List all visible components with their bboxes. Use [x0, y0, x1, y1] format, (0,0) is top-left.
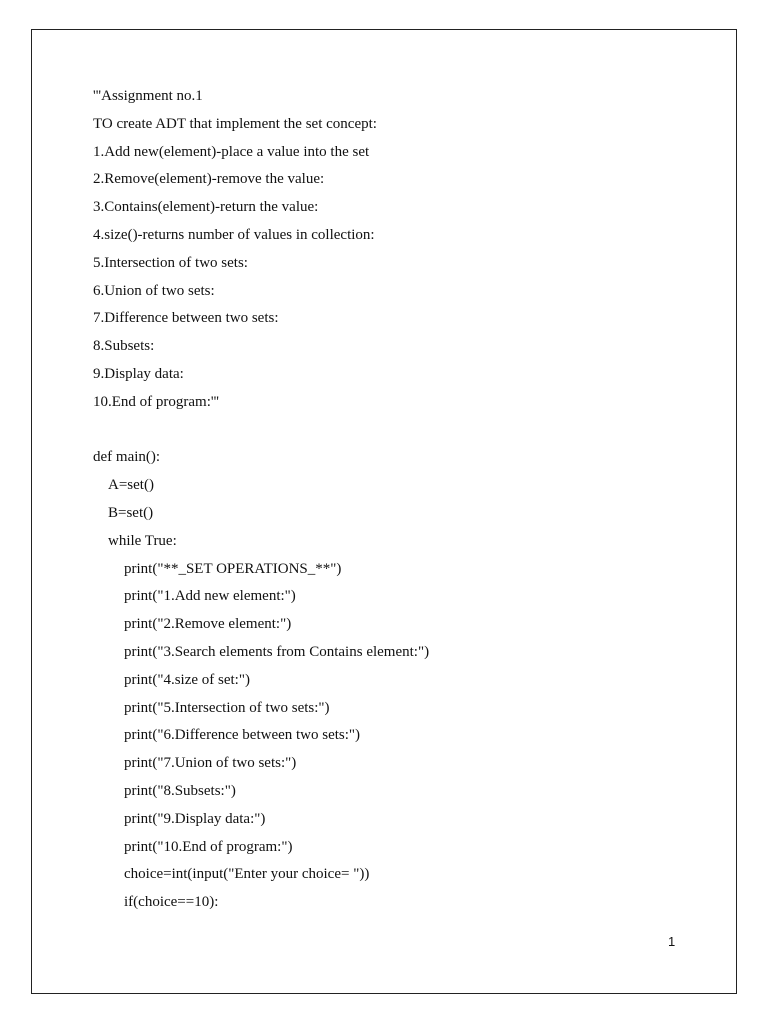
code-line-print-display: print("9.Display data:") — [124, 810, 266, 827]
code-line-print-subsets: print("8.Subsets:") — [124, 782, 236, 799]
code-line-def-main: def main(): — [93, 449, 161, 466]
docstring-item-remove: 2.Remove(element)-remove the value: — [93, 171, 325, 188]
docstring-title: '''Assignment no.1 — [93, 88, 203, 104]
docstring-item-end: 10.End of program:''' — [93, 393, 219, 410]
docstring-item-size: 4.size()-returns number of values in collection: — [93, 226, 375, 243]
code-line-print-header: print("**_SET OPERATIONS_**") — [124, 560, 342, 577]
code-line-set-a: A=set() — [108, 477, 154, 494]
document-body — [93, 86, 713, 920]
page-number: 1 — [668, 934, 676, 949]
code-line-print-add: print("1.Add new element:") — [124, 588, 296, 605]
code-line-choice-input: choice=int(input("Enter your choice= ")) — [124, 866, 370, 883]
code-line-print-intersection: print("5.Intersection of two sets:") — [124, 699, 330, 716]
code-line-print-union: print("7.Union of two sets:") — [124, 755, 297, 772]
docstring-item-difference: 7.Difference between two sets: — [93, 310, 279, 327]
docstring-item-contains: 3.Contains(element)-return the value: — [93, 199, 319, 216]
code-line-print-search: print("3.Search elements from Contains element:") — [124, 643, 430, 660]
code-line-set-b: B=set() — [108, 504, 154, 521]
code-line-print-difference: print("6.Difference between two sets:") — [124, 727, 361, 744]
blank-line — [93, 420, 713, 448]
docstring-item-intersection: 5.Intersection of two sets: — [93, 254, 248, 271]
document-page — [31, 29, 737, 994]
docstring-item-display: 9.Display data: — [93, 365, 184, 382]
code-line-while: while True: — [108, 532, 177, 549]
docstring-description: TO create ADT that implement the set concept: — [93, 115, 377, 132]
docstring-item-subsets: 8.Subsets: — [93, 338, 155, 355]
code-line-print-end: print("10.End of program:") — [124, 838, 293, 855]
code-line-if-choice: if(choice==10): — [124, 894, 219, 911]
code-line-print-size: print("4.size of set:") — [124, 671, 250, 688]
docstring-item-add: 1.Add new(element)-place a value into the set — [93, 143, 370, 160]
docstring-item-union: 6.Union of two sets: — [93, 282, 215, 299]
code-line-print-remove: print("2.Remove element:") — [124, 616, 292, 633]
